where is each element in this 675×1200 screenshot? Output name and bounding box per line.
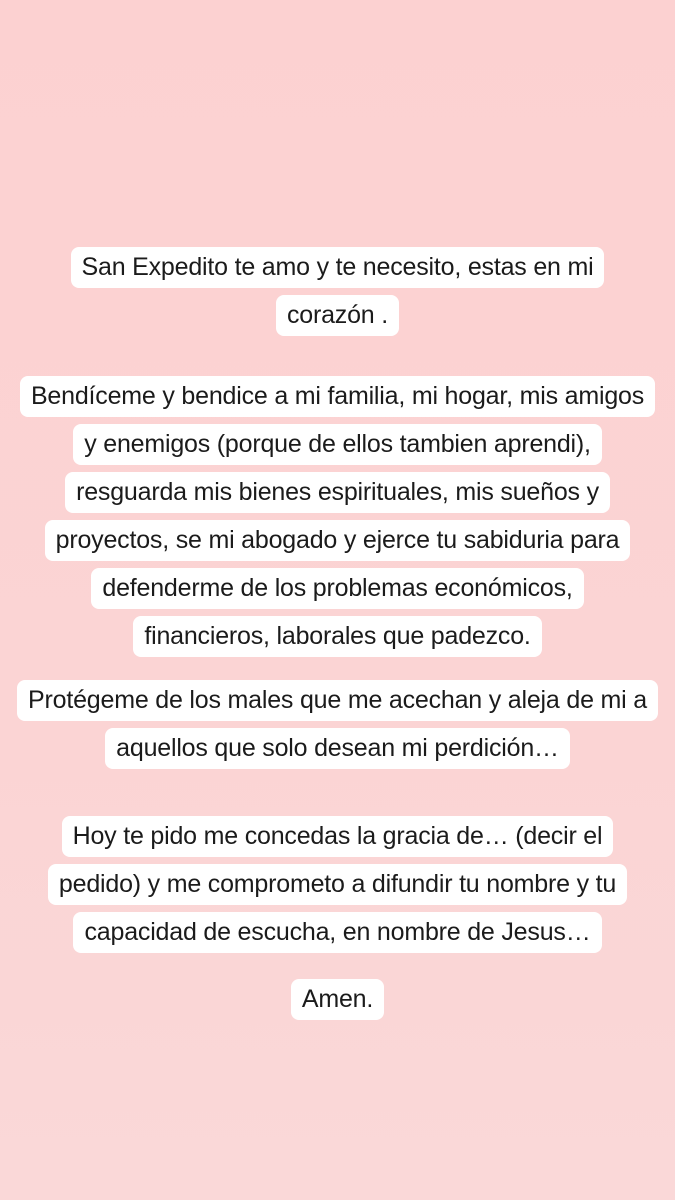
paragraph-blessing <box>0 372 675 660</box>
text-line: Amen. <box>291 979 384 1020</box>
text-line: proyectos, se mi abogado y ejerce tu sabiduria para <box>45 520 631 561</box>
text-line: San Expedito te amo y te necesito, estas en mi <box>71 247 605 288</box>
text-line: pedido) y me comprometo a difundir tu nombre y tu <box>48 864 627 905</box>
paragraph-greeting <box>0 243 675 339</box>
text-line: financieros, laborales que padezco. <box>133 616 541 657</box>
paragraph-protection <box>0 676 675 772</box>
text-line: corazón . <box>276 295 399 336</box>
text-line: Hoy te pido me concedas la gracia de… (decir el <box>62 816 614 857</box>
text-line: Bendíceme y bendice a mi familia, mi hogar, mis amigos <box>20 376 655 417</box>
text-line: Protégeme de los males que me acechan y aleja de mi a <box>17 680 658 721</box>
paragraph-request <box>0 812 675 956</box>
text-line: resguarda mis bienes espirituales, mis sueños y <box>65 472 610 513</box>
text-line: defenderme de los problemas económicos, <box>91 568 583 609</box>
text-line: aquellos que solo desean mi perdición… <box>105 728 570 769</box>
text-line: capacidad de escucha, en nombre de Jesus… <box>73 912 601 953</box>
text-line: y enemigos (porque de ellos tambien aprendi), <box>73 424 602 465</box>
paragraph-amen <box>0 975 675 1023</box>
